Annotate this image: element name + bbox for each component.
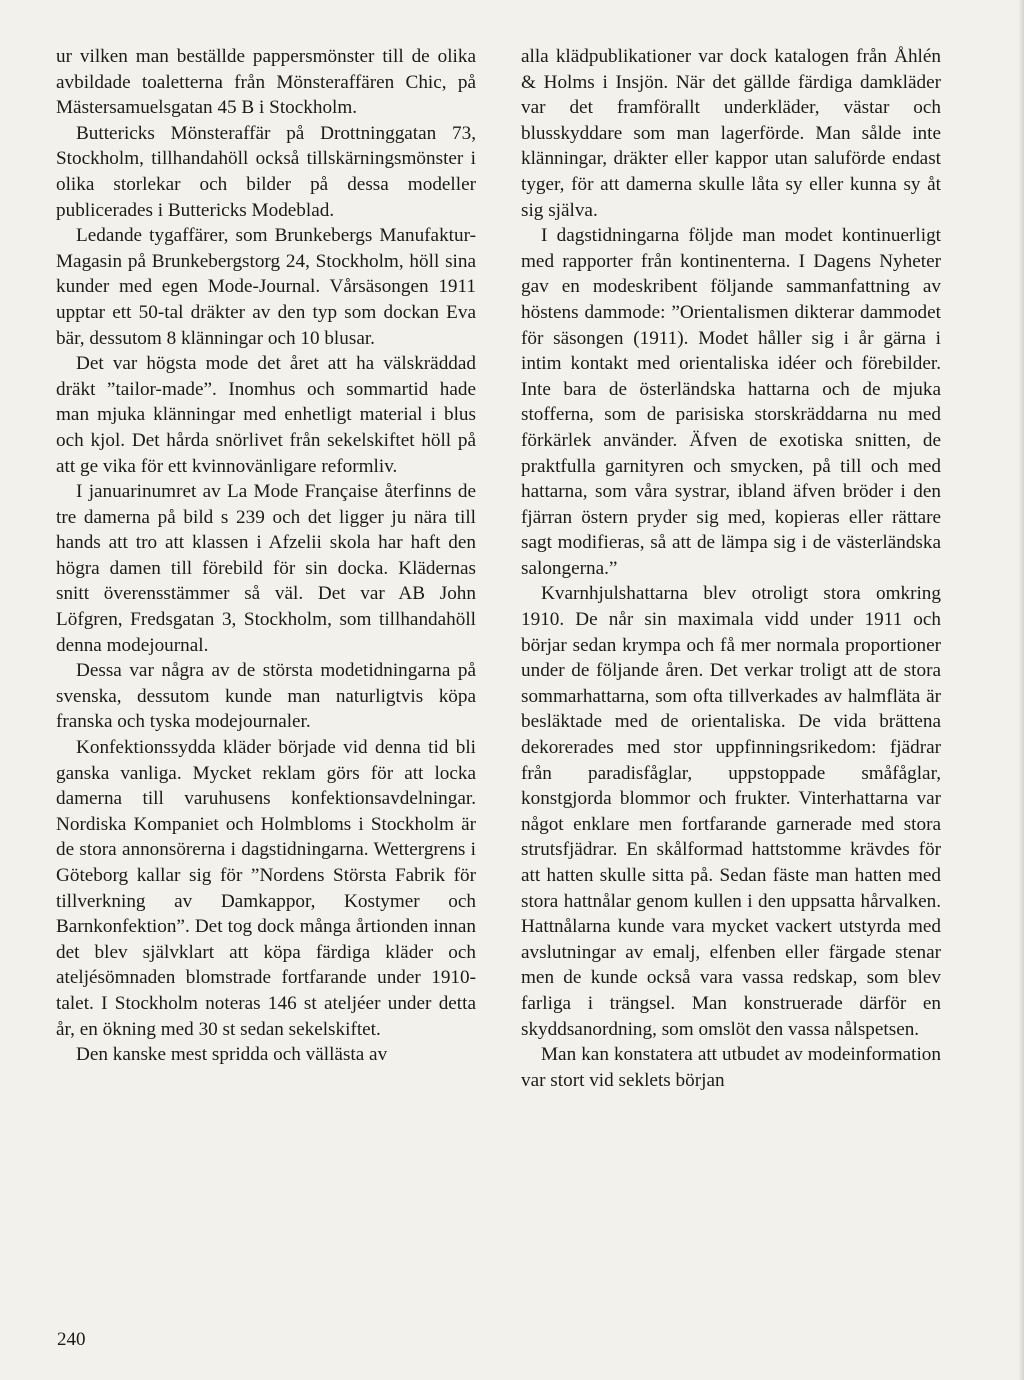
paragraph: Ledande tygaffärer, som Brunkebergs Manufaktur-Magasin på Brunkebergstorg 24, Stockholm, höll sina kunder med egen Mode-Journal. Vårsäsongen 1911 upptar ett 50-tal dräkter av den typ som dockan Eva bär, dessutom 8 klänningar och 10 blusar. — [56, 225, 476, 349]
paragraph: Buttericks Mönsteraffär på Drottninggatan 73, Stockholm, tillhandahöll också tillskärningsmönster i olika storlekar och bilder på dessa modeller publicerades i Buttericks Modeblad. — [56, 122, 476, 221]
left-text-column — [56, 44, 476, 1068]
paragraph: alla klädpublikationer var dock katalogen från Åhlén & Holms i Insjön. När det gällde färdiga damkläder var det framförallt underkläder, västar och blusskyddare som man lagerförde. Man sålde inte klänningar, dräkter eller kappor utan saluförde endast tyger, för att damerna skulle låta sy eller kunna sy åt sig själva. — [521, 46, 941, 221]
page-edge-shadow — [1018, 0, 1024, 1380]
paragraph: I dagstidningarna följde man modet kontinuerligt med rapporter från kontinenterna. I Dagens Nyheter gav en modeskribent följande sammanfattning av höstens dammode: ”Orientalismen dikterar dammodet för säsongen (1911). Modet håller sig i år gärna i intim kontakt med orientaliska idéer och förebilder. Inte bara de österländska hattarna och de mjuka stofferna, som de parisiska storskräddarna nu med förkärlek använder. Äfven de exotiska snitten, de praktfulla garnityren och smycken, på till och med hattarna, som våra systrar, ibland äfven bröder i den fjärran östern pryder sig med, kopieras eller rättare sagt modifieras, så att de lämpa sig i de västerländska salongerna.” — [521, 225, 941, 579]
paragraph: Den kanske mest spridda och vällästa av — [76, 1044, 388, 1066]
paragraph: Dessa var några av de största modetidningarna på svenska, dessutom kunde man naturligtvis köpa franska och tyska modejournaler. — [56, 660, 476, 733]
paragraph: Kvarnhjulshattarna blev otroligt stora omkring 1910. De når sin maximala vidd under 1911 och börjar sedan krympa och få mer normala proportioner under de följande åren. Det verkar troligt att de stora sommarhattarna, som ofta tillverkades av halmfläta är besläktade med de orientaliska. De vida brättena dekorerades med stor uppfinningsrikedom: fjädrar från paradisfåglar, uppstoppade småfåglar, konstgjorda blommor och frukter. Vinterhattarna var något enklare men fortfarande garnerade med stora strutsfjädrar. En skålformad hattstomme krävdes för att hatten skulle sitta på. Sedan fäste man hatten med stora hattnålar genom kullen i den uppsatta hårvalken. Hattnålarna kunde vara mycket vackert utstyrda med avslutningar av emalj, elfenben eller färgade stenar men de kunde också vara vassa redskap, som blev farliga i trängsel. Man konstruerade därför en skyddsanordning, som omslöt den vassa nålspetsen. — [521, 583, 941, 1040]
right-text-column — [521, 44, 941, 1093]
paragraph: ur vilken man beställde pappersmönster till de olika avbildade toaletterna från Mönsteraffären Chic, på Mästersamuelsgatan 45 B i Stockholm. — [56, 46, 476, 119]
paragraph: Konfektionssydda kläder började vid denna tid bli ganska vanliga. Mycket reklam görs för att locka damerna till varuhusens konfektionsavdelningar. Nordiska Kompaniet och Holmbloms i Stockholm är de stora annonsörerna i dagstidningarna. Wettergrens i Göteborg kallar sig för ”Nordens Största Fabrik för tillverkning av Damkappor, Kostymer och Barnkonfektion”. Det tog dock många årtionden innan det blev självklart att köpa färdiga kläder och ateljésömnaden blomstrade fortfarande under 1910-talet. I Stockholm noteras 146 st ateljéer under detta år, en ökning med 30 st sedan sekelskiftet. — [56, 737, 476, 1040]
paragraph: Man kan konstatera att utbudet av modeinformation var stort vid seklets början — [521, 1044, 941, 1091]
paragraph: Det var högsta mode det året att ha välskräddad dräkt ”tailor-made”. Inomhus och sommartid hade man mjuka klänningar med enhetligt material i blus och kjol. Det hårda snörlivet från sekelskiftet höll på att ge vika för ett kvinnovänligare reformliv. — [56, 353, 476, 477]
page-number: 240 — [57, 1329, 86, 1350]
paragraph: I januarinumret av La Mode Française återfinns de tre damerna på bild s 239 och det ligger ju nära till hands att tro att klassen i Afzelii skola har haft den högra damen till förebild för sin docka. Klädernas snitt överensstämmer så väl. Det var AB John Löfgren, Fredsgatan 3, Stockholm, som tillhandahöll denna modejournal. — [56, 481, 476, 656]
